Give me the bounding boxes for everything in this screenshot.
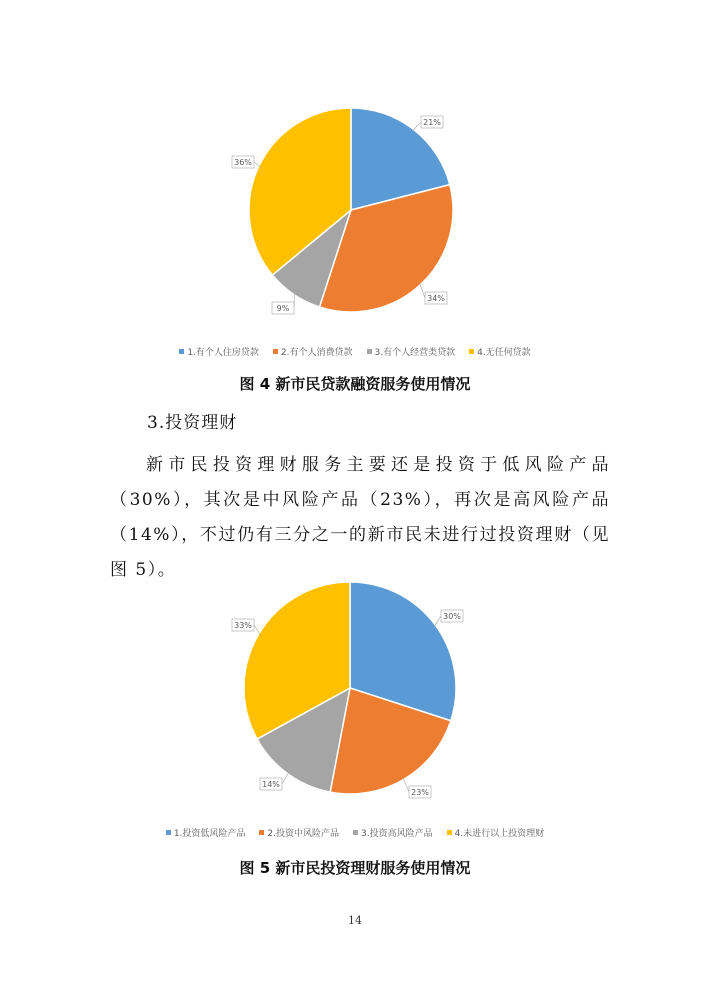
legend-label-3: 3.有个人经营类贷款	[374, 348, 456, 358]
legend-label-2: 2.有个人消费贷款	[280, 348, 353, 358]
pie-data-label-3: 14%	[262, 780, 280, 789]
investment-pie-legend	[0, 826, 710, 839]
legend-swatch-3	[353, 830, 358, 835]
figure-5-caption: 图 5 新市民投资理财服务使用情况	[239, 859, 471, 877]
page-number: 14	[348, 914, 362, 927]
legend-item-3	[353, 826, 433, 839]
legend-label-3: 3.投资高风险产品	[361, 829, 433, 839]
legend-swatch-2	[273, 349, 278, 354]
pie-data-label-3: 9%	[276, 304, 290, 313]
legend-item-4	[469, 345, 531, 358]
legend-item-1	[166, 826, 246, 839]
loan-pie-chart	[0, 100, 710, 330]
legend-item-4	[447, 826, 545, 839]
legend-item-2	[259, 826, 339, 839]
legend-swatch-4	[447, 830, 452, 835]
legend-item-2	[273, 345, 353, 358]
pie-leader-line-1	[434, 616, 441, 627]
legend-label-1: 1.投资低风险产品	[173, 829, 246, 839]
pie-data-label-1: 30%	[443, 612, 461, 621]
legend-label-4: 4.未进行以上投资理财	[454, 829, 545, 839]
pie-leader-line-2	[419, 283, 425, 298]
legend-swatch-4	[469, 349, 474, 354]
pie-data-label-2: 34%	[427, 294, 445, 303]
section-heading: 3.投资理财	[147, 413, 238, 433]
legend-item-1	[179, 345, 259, 358]
pie-leader-line-4	[254, 625, 261, 635]
pie-leader-line-2	[403, 777, 409, 792]
loan-pie-legend	[0, 345, 710, 358]
investment-pie-chart	[0, 570, 710, 810]
section-paragraph: 新市民投资理财服务主要还是投资于低风险产品（30%），其次是中风险产品（23%），再次是高风险产品（14%），不过仍有三分之一的新市民未进行过投资理财（见图 5）。	[110, 455, 610, 580]
legend-label-2: 2.投资中风险产品	[267, 829, 339, 839]
legend-label-4: 4.无任何贷款	[477, 348, 531, 358]
legend-swatch-3	[367, 349, 372, 354]
pie-data-label-4: 33%	[234, 621, 252, 630]
pie-leader-line-3	[282, 772, 289, 784]
legend-swatch-1	[166, 830, 171, 835]
figure-4-caption: 图 4 新市民贷款融资服务使用情况	[239, 375, 471, 393]
pie-leader-line-1	[412, 122, 421, 131]
legend-label-1: 1.有个人住房贷款	[187, 348, 259, 358]
pie-data-label-4: 36%	[234, 158, 252, 167]
pie-data-label-1: 21%	[423, 118, 441, 127]
legend-swatch-1	[179, 349, 184, 354]
legend-swatch-2	[259, 830, 264, 835]
pie-data-label-2: 23%	[411, 788, 429, 797]
legend-item-3	[367, 345, 456, 358]
